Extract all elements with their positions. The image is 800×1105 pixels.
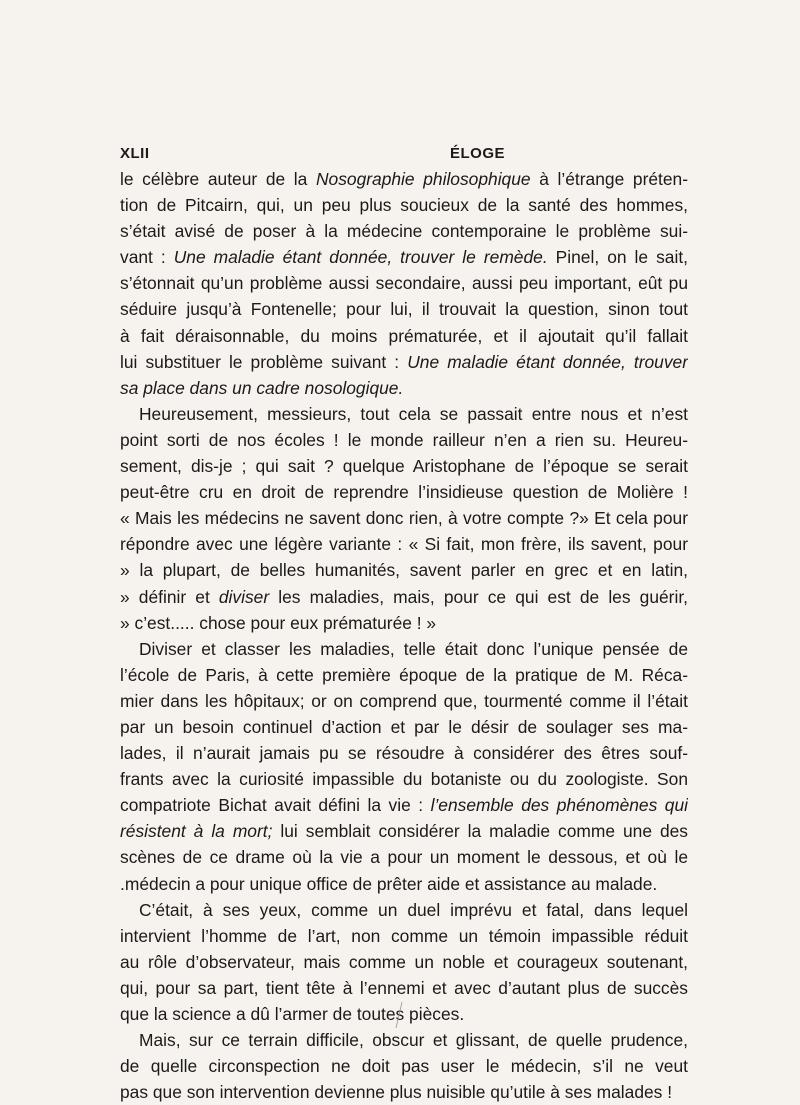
- text-run: scènes de ce drame où la vie a pour un moment le dessous, et où le: [120, 847, 688, 868]
- text-run: le célèbre auteur de la: [120, 169, 316, 189]
- text-line: [120, 1053, 688, 1079]
- text-line: [120, 349, 688, 375]
- text-line: [120, 923, 688, 949]
- text-run: que la science a dû l’armer de toutes pièces.: [120, 1004, 465, 1024]
- text-run: l’école de Paris, à cette première époque de la pratique de M. Réca-: [120, 664, 688, 685]
- text-run: point sorti de nos écoles ! le monde railleur n’en a rien su. Heureu-: [120, 429, 688, 450]
- text-line: [120, 688, 688, 714]
- text-line: [120, 270, 688, 296]
- text-run: s’était avisé de poser à la médecine contemporaine le problème sui-: [120, 221, 688, 242]
- text-run: au rôle d’observateur, mais comme un noble et courageux soutenant,: [120, 951, 688, 972]
- italic-text: résistent à la mort;: [120, 821, 273, 842]
- text-line: [120, 296, 688, 322]
- text-line: [120, 192, 688, 218]
- text-run: à l’étrange préten-: [530, 169, 688, 189]
- text-line: [120, 505, 688, 531]
- italic-text: Nosographie philosophique: [315, 169, 531, 189]
- running-head: [120, 145, 680, 165]
- text-run: peut-être cru en droit de reprendre l’insidieuse question de Molière !: [120, 482, 688, 503]
- text-line: [120, 453, 688, 479]
- text-line: [120, 662, 688, 688]
- text-run: tion de Pitcairn, qui, un peu plus soucieux de la santé des hommes,: [120, 195, 688, 216]
- text-line: [120, 714, 688, 740]
- italic-text: sa place dans un cadre nosologique.: [120, 377, 404, 398]
- text-line: [120, 792, 688, 818]
- text-line: [120, 218, 688, 244]
- text-line: [120, 1027, 688, 1053]
- text-line: [120, 584, 688, 610]
- text-run: C’était, à ses yeux, comme un duel imprévu et fatal, dans lequel: [139, 899, 688, 920]
- text-run: vant :: [120, 247, 174, 268]
- text-run: sement, dis-je ; qui sait ? quelque Aristophane de l’époque se serait: [120, 456, 688, 477]
- text-run: s’étonnait qu’un problème aussi secondaire, aussi peu important, eût pu: [120, 273, 688, 294]
- text-run: pas que son intervention devienne plus nuisible qu’utile à ses malades !: [120, 1082, 673, 1103]
- text-run: séduire jusqu’à Fontenelle; pour lui, il trouvait la question, sinon tout: [120, 299, 688, 320]
- text-run: Mais, sur ce terrain difficile, obscur et glissant, de quelle prudence,: [139, 1030, 688, 1051]
- italic-text: l’ensemble des phénomènes qui: [430, 795, 688, 816]
- text-line: [120, 871, 688, 897]
- text-run: intervient l’homme de l’art, non comme un témoin impassible réduit: [120, 925, 688, 946]
- text-line: [120, 610, 688, 636]
- text-line: [120, 1079, 688, 1105]
- text-run: répondre avec une légère variante : « Si fait, mon frère, ils savent, pour: [120, 534, 688, 555]
- text-run: par un besoin continuel d’action et par le désir de soulager ses ma-: [120, 716, 688, 737]
- text-run: Pinel, on le sait,: [547, 247, 688, 268]
- text-run: lui substituer le problème suivant :: [120, 351, 408, 372]
- text-line: [120, 479, 688, 505]
- text-line: [120, 375, 688, 401]
- text-run: frants avec la curiosité impassible du botaniste ou du zoologiste. Son: [120, 769, 688, 790]
- text-line: [120, 740, 688, 766]
- text-run: Heureusement, messieurs, tout cela se passait entre nous et n’est: [139, 403, 688, 424]
- text-run: qui, pour sa part, tient tête à l’ennemi et avec d’autant plus de succès: [120, 977, 688, 998]
- text-line: [120, 636, 688, 662]
- text-run: compatriote Bichat avait défini la vie :: [120, 795, 431, 816]
- text-line: [120, 975, 688, 1001]
- text-run: Diviser et classer les maladies, telle était donc l’unique pensée de: [139, 638, 688, 659]
- text-run: de quelle circonspection ne doit pas user le médecin, s’il ne veut: [120, 1056, 688, 1077]
- text-line: [120, 949, 688, 975]
- text-run: les maladies, mais, pour ce qui est de les guérir,: [269, 586, 688, 607]
- text-run: lades, il n’aurait jamais pu se résoudre à considérer des êtres souf-: [120, 743, 688, 764]
- italic-text: diviser: [218, 586, 270, 607]
- text-run: » c’est..... chose pour eux prématurée ! »: [120, 612, 437, 633]
- running-title: ÉLOGE: [450, 145, 506, 162]
- text-line: [120, 897, 688, 923]
- text-line: [120, 401, 688, 427]
- text-run: » définir et: [120, 586, 219, 607]
- text-line: [120, 427, 688, 453]
- text-run: » la plupart, de belles humanités, savent parler en grec et en latin,: [120, 560, 688, 581]
- text-run: .médecin a pour unique office de prêter aide et assistance au malade.: [120, 873, 658, 894]
- text-run: lui semblait considérer la maladie comme une des: [272, 821, 688, 842]
- italic-text: Une maladie étant donnée, trouver: [407, 351, 688, 372]
- page-number: XLII: [120, 145, 150, 162]
- text-line: [120, 166, 688, 192]
- pencil-mark-icon: [392, 1000, 406, 1030]
- italic-text: Une maladie étant donnée, trouver le remède.: [173, 247, 548, 268]
- text-line: [120, 531, 688, 557]
- text-run: mier dans les hôpitaux; or on comprend que, tourmenté comme il l’était: [120, 690, 688, 711]
- text-line: [120, 766, 688, 792]
- text-line: [120, 844, 688, 870]
- text-line: [120, 323, 688, 349]
- text-line: [120, 818, 688, 844]
- text-run: à fait déraisonnable, du moins prématurée, et il ajoutait qu’il fallait: [120, 325, 688, 346]
- body-text: [120, 166, 688, 1105]
- text-line: [120, 557, 688, 583]
- text-run: « Mais les médecins ne savent donc rien, à votre compte ?» Et cela pour: [120, 508, 688, 529]
- text-line: [120, 244, 688, 270]
